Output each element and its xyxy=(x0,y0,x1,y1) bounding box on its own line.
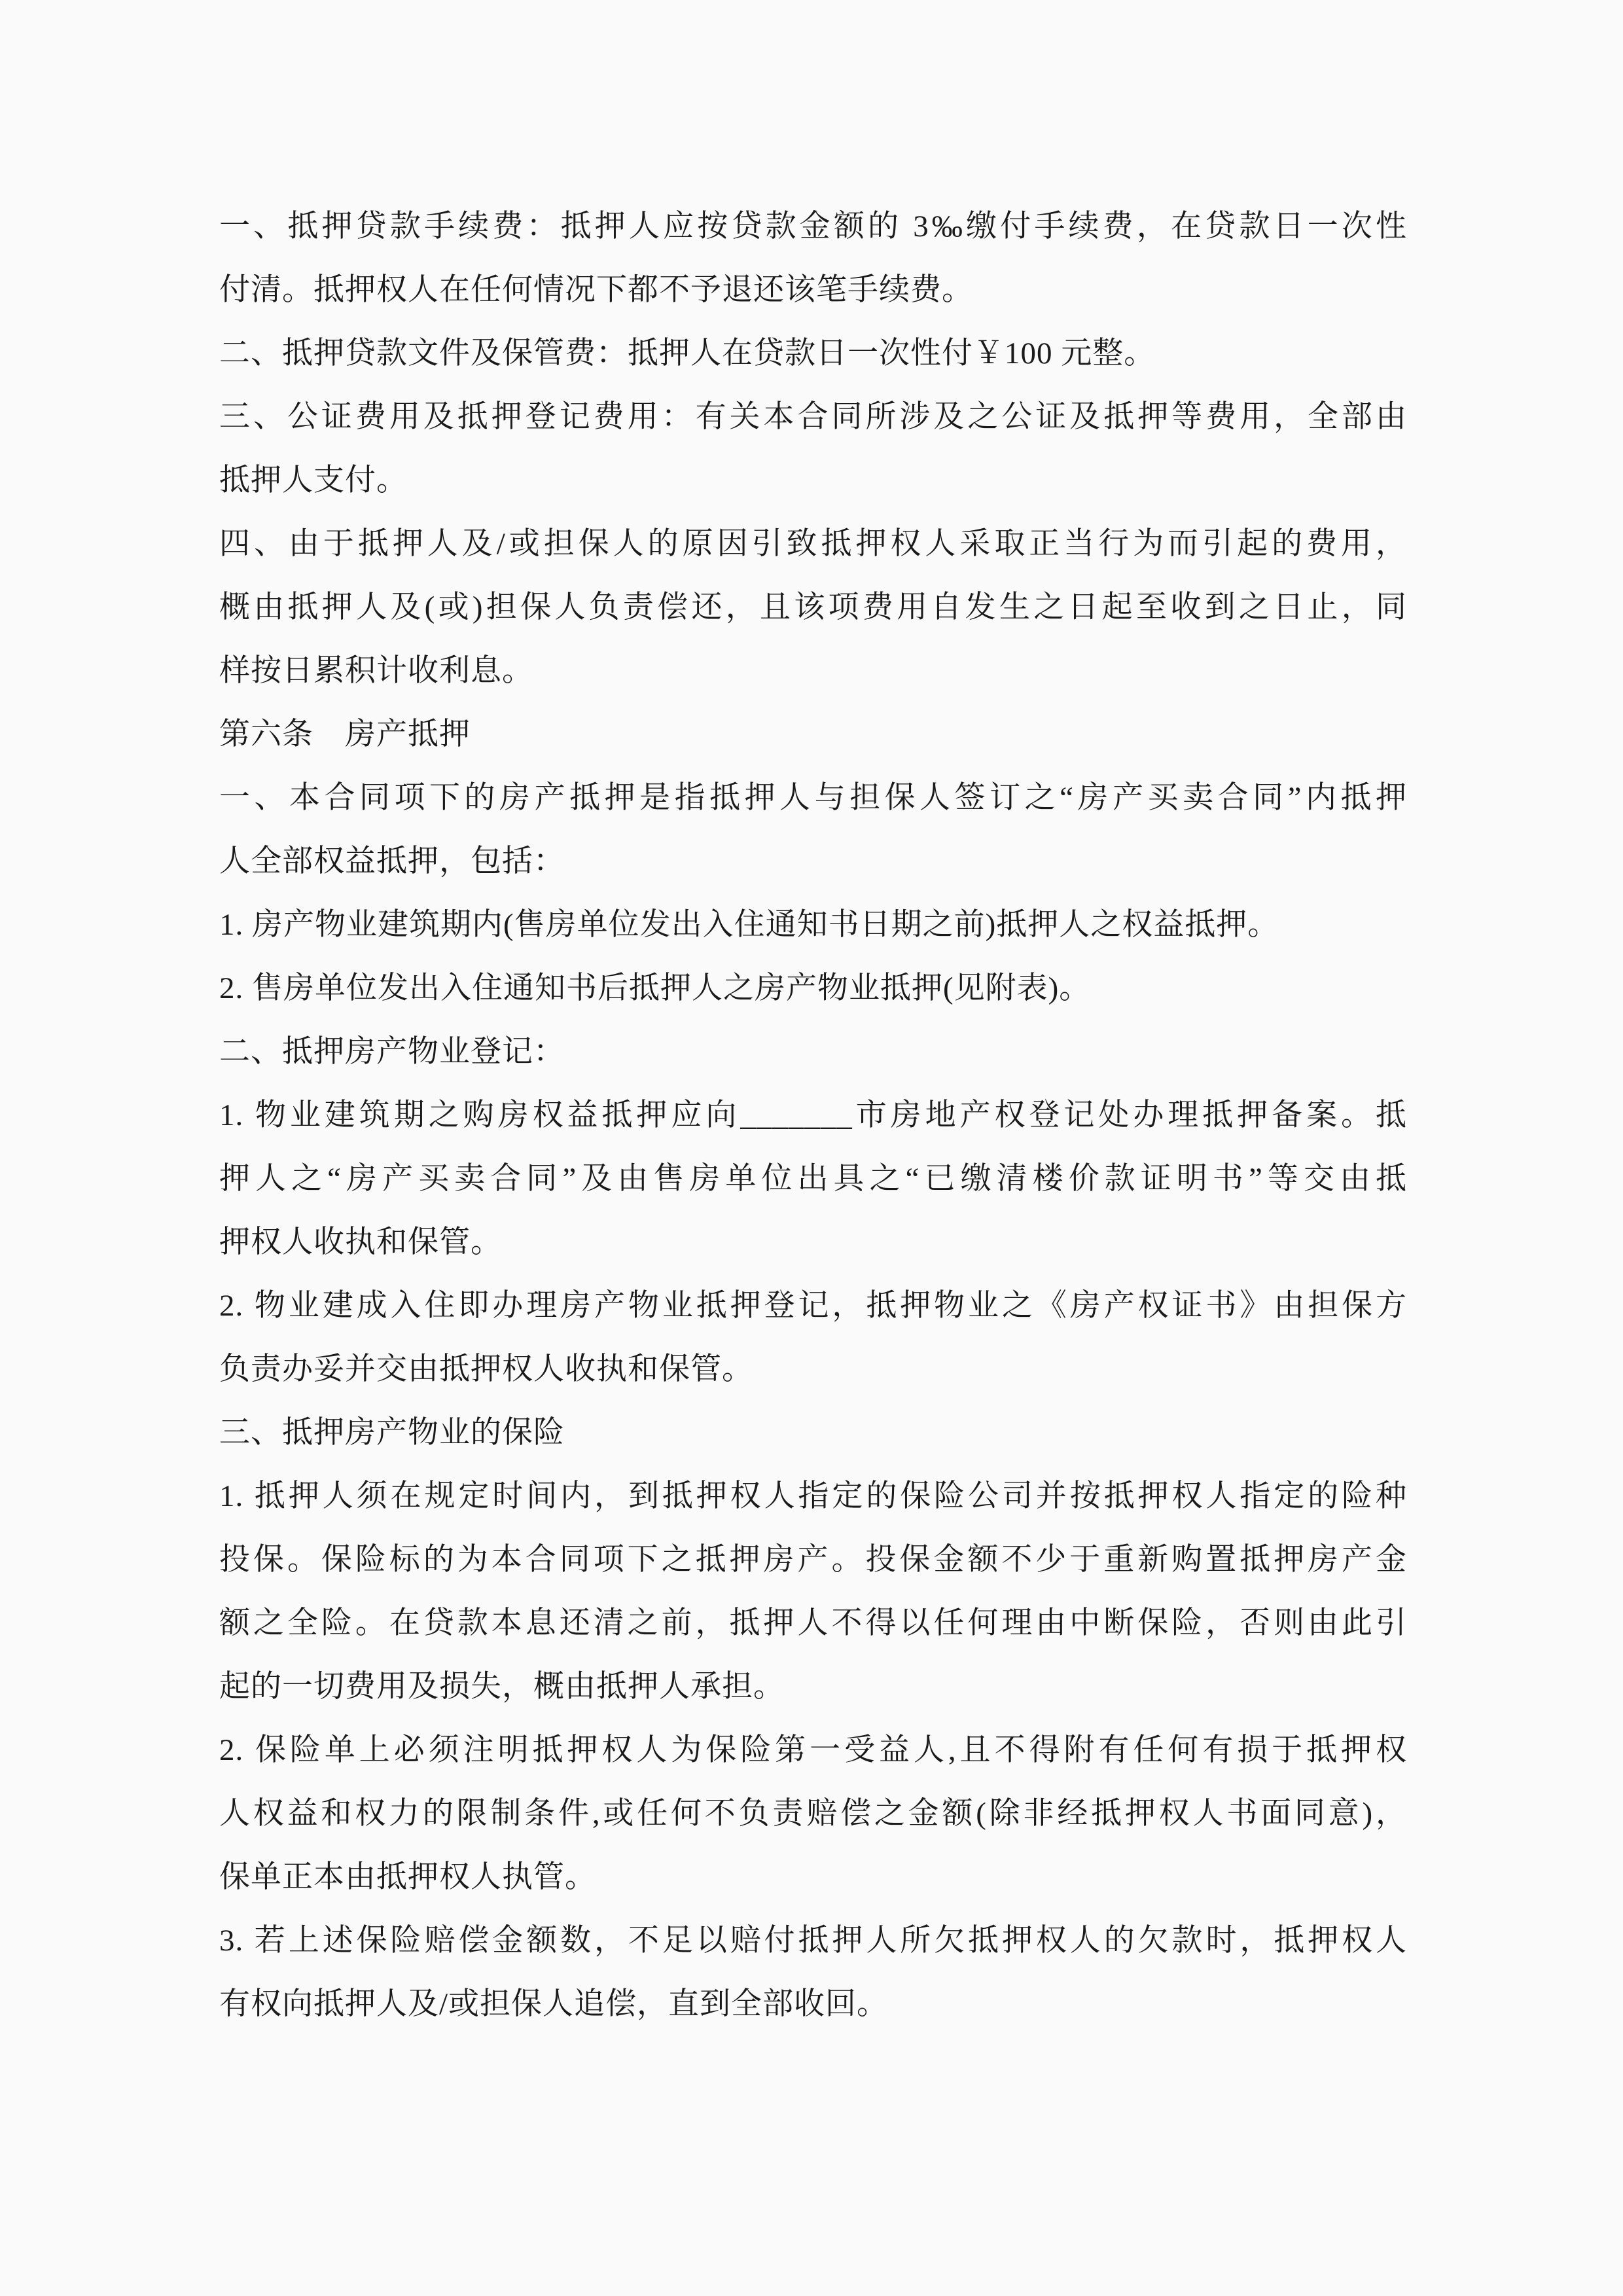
contract-section-heading: 第六条 房产抵押 xyxy=(219,717,471,751)
contract-line: 押权人收执和保管。 xyxy=(219,1225,502,1259)
contract-line: 保单正本由抵押权人执管。 xyxy=(219,1860,596,1894)
contract-line: 1. 房产物业建筑期内(售房单位发出入住通知书日期之前)抵押人之权益抵押。 xyxy=(219,908,1279,942)
contract-line: 押人之“房产买卖合同”及由售房单位出具之“已缴清楼价款证明书”等交由抵 xyxy=(219,1162,1407,1196)
contract-line: 二、抵押贷款文件及保管费：抵押人在贷款日一次性付￥100 元整。 xyxy=(219,336,1156,370)
contract-line-with-blank: 1. 物业建筑期之购房权益抵押应向_______市房地产权登记处办理抵押备案。抵 xyxy=(219,1098,1407,1132)
contract-line: 抵押人支付。 xyxy=(219,463,408,497)
contract-line: 投保。保险标的为本合同项下之抵押房产。投保金额不少于重新购置抵押房产金 xyxy=(219,1543,1407,1577)
contract-line: 三、抵押房产物业的保险 xyxy=(219,1416,565,1450)
contract-line: 2. 物业建成入住即办理房产物业抵押登记，抵押物业之《房产权证书》由担保方 xyxy=(219,1289,1407,1323)
contract-line: 样按日累积计收利息。 xyxy=(219,654,533,688)
contract-line: 额之全险。在贷款本息还清之前，抵押人不得以任何理由中断保险，否则由此引 xyxy=(219,1606,1407,1640)
contract-line: 有权向抵押人及/或担保人追偿，直到全部收回。 xyxy=(219,1987,889,2021)
contract-line: 一、本合同项下的房产抵押是指抵押人与担保人签订之“房产买卖合同”内抵押 xyxy=(219,781,1407,815)
contract-line: 人权益和权力的限制条件,或任何不负责赔偿之金额(除非经抵押权人书面同意)， xyxy=(219,1797,1407,1831)
contract-line: 人全部权益抵押，包括： xyxy=(219,844,565,878)
contract-line: 一、抵押贷款手续费：抵押人应按贷款金额的 3‰缴付手续费，在贷款日一次性 xyxy=(219,209,1407,243)
contract-line: 四、由于抵押人及/或担保人的原因引致抵押权人采取正当行为而引起的费用， xyxy=(219,527,1407,561)
contract-line: 付清。抵押权人在任何情况下都不予退还该笔手续费。 xyxy=(219,273,973,307)
contract-line: 2. 售房单位发出入住通知书后抵押人之房产物业抵押(见附表)。 xyxy=(219,971,1091,1005)
contract-line: 三、公证费用及抵押登记费用：有关本合同所涉及之公证及抵押等费用，全部由 xyxy=(219,400,1407,434)
contract-line: 起的一切费用及损失，概由抵押人承担。 xyxy=(219,1670,785,1704)
contract-body xyxy=(219,195,1407,2036)
contract-line: 2. 保险单上必须注明抵押权人为保险第一受益人,且不得附有任何有损于抵押权 xyxy=(219,1733,1407,1767)
contract-line: 3. 若上述保险赔偿金额数，不足以赔付抵押人所欠抵押权人的欠款时，抵押权人 xyxy=(219,1924,1407,1958)
contract-line: 负责办妥并交由抵押权人收执和保管。 xyxy=(219,1352,753,1386)
contract-line: 二、抵押房产物业登记： xyxy=(219,1035,565,1069)
contract-line: 1. 抵押人须在规定时间内，到抵押权人指定的保险公司并按抵押权人指定的险种 xyxy=(219,1479,1407,1513)
contract-line: 概由抵押人及(或)担保人负责偿还，且该项费用自发生之日起至收到之日止，同 xyxy=(219,590,1407,624)
